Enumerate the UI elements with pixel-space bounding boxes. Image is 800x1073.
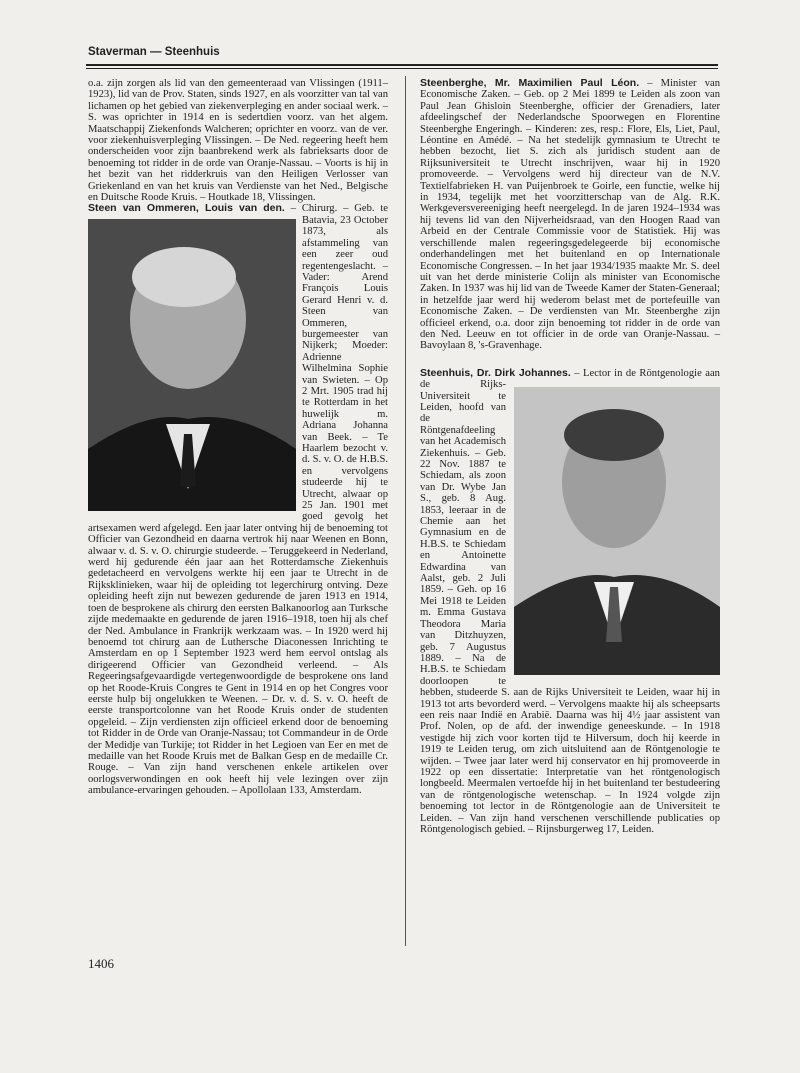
entry-steenberghe [420,78,720,352]
entry-text: – Lector in de Röntgenologie aan de Rijks-Universiteit te Leiden, hoofd van de Röntgenafdeeling van het Academisch Ziekenhuis. – Geb. 22 Nov. 1887 te Schiedam, als zoon van Dr. Wybe Jan S., geb. 8 Aug. 1853, leeraar in de Chemie aan het Gymnasium en de H.B.S. te Schiedam en Antoinette Edwardina van Aalst, geb. 2 Juli 1859. – Geh. op 16 Mei 1918 te Leiden m. Emma Gustava Theodora Maria van Ditzhuyzen, geb. 7 Augustus 1889. – Na de H.B.S. te Schiedam doorloopen te hebben, studeerde S. aan de Rijks Universiteit te Leiden, waar hij in 1913 tot arts bevorderd werd. – Vervolgens maakte hij als scheepsarts een reis naar Indië en Arabië. Daarna was hij 4½ jaar assistent van Prof. Nolen, op de afd. der inwendige geneeskunde. – In 1918 vestigde hij zich voor korten tijd te Hilversum, doch hij keerde in 1919 te Leiden terug, om zich uitsluitend aan de Röntgenologie te wijden. – Twee jaar later werd hij conservator en hij promoveerde in 1922 op een dissertatie: Interpretatie van het röntgenologisch longbeeld. Meermalen vertoefde hij in het buitenland ter bestudeering van de röntgenologische wetenschap. – In 1924 volgde zijn benoeming tot lector in de Röntgenologie aan de Universiteit te Leiden. – Van zijn hand verschenen verschillende publicaties op Röntgenologisch gebied. – Rijnsburgerweg 17, Leiden. [420,367,720,835]
portrait-photo-steen-van-ommeren [88,219,296,511]
right-column [420,78,720,835]
entry-title: Steenberghe, Mr. Maximilien Paul Léon. [420,77,640,89]
continuation-paragraph: o.a. zijn zorgen als lid van den gemeenteraad van Vlissingen (1911–1923), lid van de Prov. Staten, sinds 1927, en als voorzitter van tal van lichamen op het gebied van ziekenverpleging en ander sociaal werk. – S. was oprichter in 1914 en is sedertdien voorz. van het algem. Maatschappij Ziekenfonds Walcheren; oprichter en voorz. van de ver. voor ziekenhuisverpleging Vlissingen. – De Ned. regeering heeft hem onderscheiden voor zijn baanbrekend werk als fabrieksarts door de benoeming tot ridder in de orde van Oranje-Nassau. – Voorts is hij in het bezit van het ridderkruis van den Heiligen Verlosser van Griekenland en van het kruis van Verdienste van het Ned., Belgische en Duitsche Roode Kruis. – Houtkade 18, Vlissingen. [88,78,388,204]
entry-steen-van-ommeren [88,203,388,796]
entry-text: – Minister van Economische Zaken. – Geb. op 2 Mei 1899 te Leiden als zoon van Paul Jean Ghisloin Steenberghe, officier der Grenadiers, later afdeelingschef der Nederlandsche Spoorwegen en Florentine Steenberghe Engeringh. – Kinderen: zes, resp.: Flore, Els, Liet, Paul, Léontine en Amédé. – Na het stedelijk gymnasium te Utrecht te hebben bezocht, liet S. zich als juridisch student aan de Rijksuniversiteit te Utrecht inschrijven, waar hij in 1920 promoveerde. – Vervolgens werd hij directeur van de N.V. Textielfabrieken H. van Puijenbroek te Goirle, een functie, welke hij in 1934, tegelijk met het voorzitterschap van de Alg. R.K. Werkgeversvereeniging heeft neergelegd. In de jaren 1924–1934 was hij tevens lid van den Nijverheidsraad, van den Hoogen Raad van Arbeid en der Centrale Commissie voor de Statistiek. Hij was verschillende malen regeeringsgedelegeerde bij economische onderhandelingen met het buitenland en op Internationale Economische Congressen. – In het jaar 1934/1935 maakte Mr. S. deel uit van het derde ministerie Colijn als minister van Economische Zaken. In 1937 was hij lid van de Tweede Kamer der Staten-Generaal; in hetzelfde jaar werd hij wederom belast met de portefeuille van Economische Zaken. – De verdiensten van Mr. Steenberghe zijn officieel erkend, o.a. door zijn benoeming tot ridder in de orde van den Ned. Leeuw en tot officier in de orde van Oranje-Nassau. – Bavoylaan 8, 's-Gravenhage. [420,78,720,352]
entry-title: Steenhuis, Dr. Dirk Johannes. [420,366,571,379]
header-rule [86,64,718,69]
left-column [88,78,388,797]
column-divider [405,76,406,946]
running-header: Staverman — Steenhuis [88,46,220,58]
entry-steenhuis [420,368,720,836]
entry-title: Steen van Ommeren, Louis van den. [88,202,285,215]
entry-text: – Chirurg. – Geb. te Batavia, 23 October 1873, als afstammeling van een zeer oud regentengeslacht. – Vader: Arend François Louis Gerard Henri v. d. Steen van Ommeren, burgemeester van Nijkerk; Moeder: Adrienne Wilhelmina Sophie van Swieten. – Op 2 Mrt. 1905 trad hij te Rotterdam in het huwelijk m. Adriana Johanna van Beek. – Te Haarlem bezocht v. d. S. v. O. de H.B.S. en vervolgens studeerde hij te Utrecht, alwaar op 25 Jan. 1901 met goed gevolg het artsexamen werd afgelegd. Een jaar later ontving hij de benoeming tot Officier van Gezondheid en daarna vertrok hij naar Weenen en Bonn, alwaar v. d. S. v. O. chirurgie studeerde. – Teruggekeerd in Nederland, werd hij gedurende één jaar aan het Rotterdamsche Ziekenhuis gedetacheerd en vervolgens werkte hij een jaar te Utrecht in de Rijksklinieken, waar hij de opleiding tot legerchirurg ontving. Deze opleiding heeft zijn nut bewezen gedurende de jaren 1913 en 1914, toen de besprokene als chirurg den eersten Balkanoorlog aan Turksche zijde medemaakte en gedurende de jaren 1916–1918, toen hij als chef der Ned. Ambulance in Frankrijk werkzaam was. – In 1920 werd hij benoemd tot chirurg aan de Luthersche Diaconessen Inrichting te Amsterdam en op 1 September 1923 werd hem eervol ontslag als dirigeerend Officier van Gezondheid verleend. – Als Regeeringsafgevaardigde vertegenwoordigde de besprokene ons land op het Roode-Kruis Congres te Gent in 1914 en op het Congres voor eerste hulp bij ongelukken te Weenen. – Dr. v. d. S. v. O. heeft de eerste transportcolonne van het Roode Kruis onder de studenten opgeleid. – Zijn verdiensten zijn officieel erkend door de benoeming tot Ridder in de Orde van Oranje-Nassau; tot Commandeur in de Orde der Medidje van Turkije; tot Ridder in het Legioen van Eer en met de medaille van het Roode Kruis met de Balkan Gesp en de medaille Cr. Rouge. – Van zijn hand verschenen enkele artikelen over oorlogsverwondingen en ook heeft hij vele lezingen over zijn ambulance-ervaringen gehouden. – Apollolaan 133, Amsterdam. [88,203,388,797]
page-number: 1406 [88,956,114,971]
portrait-photo-steenhuis [514,387,720,675]
portrait-illustration [514,387,720,675]
portrait-illustration [88,219,296,511]
